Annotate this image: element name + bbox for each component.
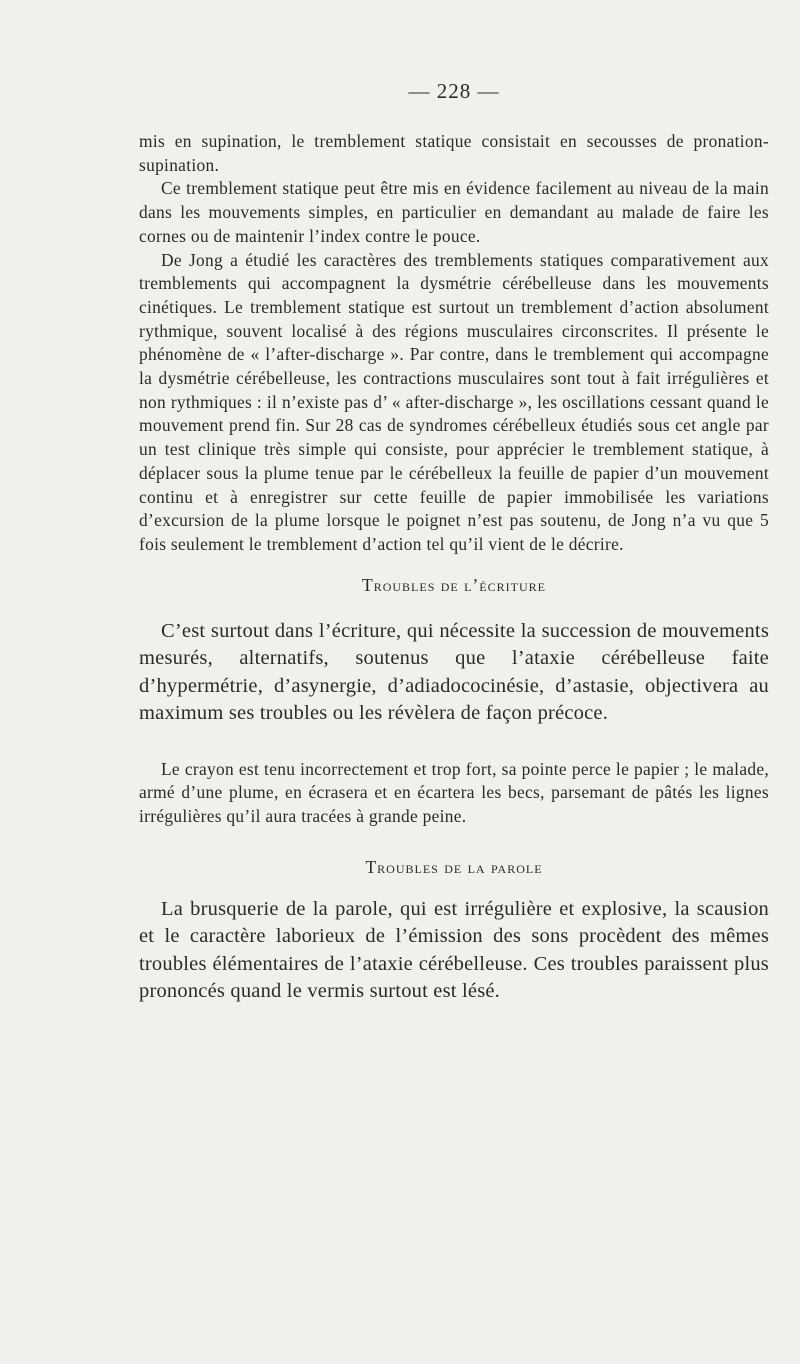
paragraph: Ce tremblement statique peut être mis en évidence facilement au niveau de la main dans les mouvements simples, en particulier en demandant au malade de faire les cornes ou de maintenir l’index contre le pouce. (139, 178, 769, 246)
section-speech-lead (139, 896, 769, 1006)
page-number: — 228 — (408, 79, 500, 103)
paragraph: De Jong a étudié les caractères des tremblements statiques comparativement aux tremblements qui accompagnent la dysmétrie cérébelleuse dans les mouvements cinétiques. Le tremblement statique est surtout un tremblement d’action absolument rythmique, souvent localisé à des régions musculaires circonscrites. Il présente le phénomène de « l’after-discharge ». Par contre, dans le tremblement qui accompagne la dysmétrie cérébelleuse, les contractions musculaires sont tout à fait irrégulières et non rythmiques : il n’existe pas d’ « after-discharge », les oscillations cessant quand le mouvement prend fin. Sur 28 cas de syndromes cérébelleux étudiés sous cet angle par un test clinique très simple qui consiste, pour apprécier le tremblement statique, à déplacer sous la plume tenue par le cérébelleux la feuille de papier d’un mouvement continu et à enregistrer sur cette feuille de papier immobilisée les variations d’excursion de la plume lorsque le poignet n’est pas soutenu, de Jong n’a vu que 5 fois seulement le tremblement d’action tel qu’il vient de le décrire. (139, 249, 769, 554)
section-writing-body (139, 758, 769, 829)
section-writing-lead (139, 618, 769, 728)
section-heading-speech: Troubles de la parole (365, 856, 543, 877)
paragraph: Le crayon est tenu incorrectement et trop fort, sa pointe perce le papier ; le malade, armé d’une plume, en écrasera et en écartera les becs, parsemant de pâtés les lignes irrégulières qu’il aura tracées à grande peine. (139, 758, 769, 827)
intro-text (139, 130, 769, 557)
section-heading-writing: Troubles de l’écriture (362, 574, 546, 595)
paragraph-lead: La brusquerie de la parole, qui est irrégulière et explosive, la scausion et le caractère laborieux de l’émission des sons procèdent des mêmes troubles élémentaires de l’ataxie cérébelleuse. Ces troubles paraissent plus prononcés quand le vermis surtout est lésé. (139, 897, 769, 1003)
paragraph-continued: mis en supination, le tremblement statique consistait en secousses de pronation-supination. (139, 131, 769, 175)
document-page (139, 78, 769, 1006)
paragraph-lead: C’est surtout dans l’écriture, qui nécessite la succession de mouvements mesurés, alternatifs, soutenus que l’ataxie cérébelleuse faite d’hypermétrie, d’asynergie, d’adiadococinésie, d’astasie, objectivera au maximum ses troubles ou les révèlera de façon précoce. (139, 619, 769, 725)
